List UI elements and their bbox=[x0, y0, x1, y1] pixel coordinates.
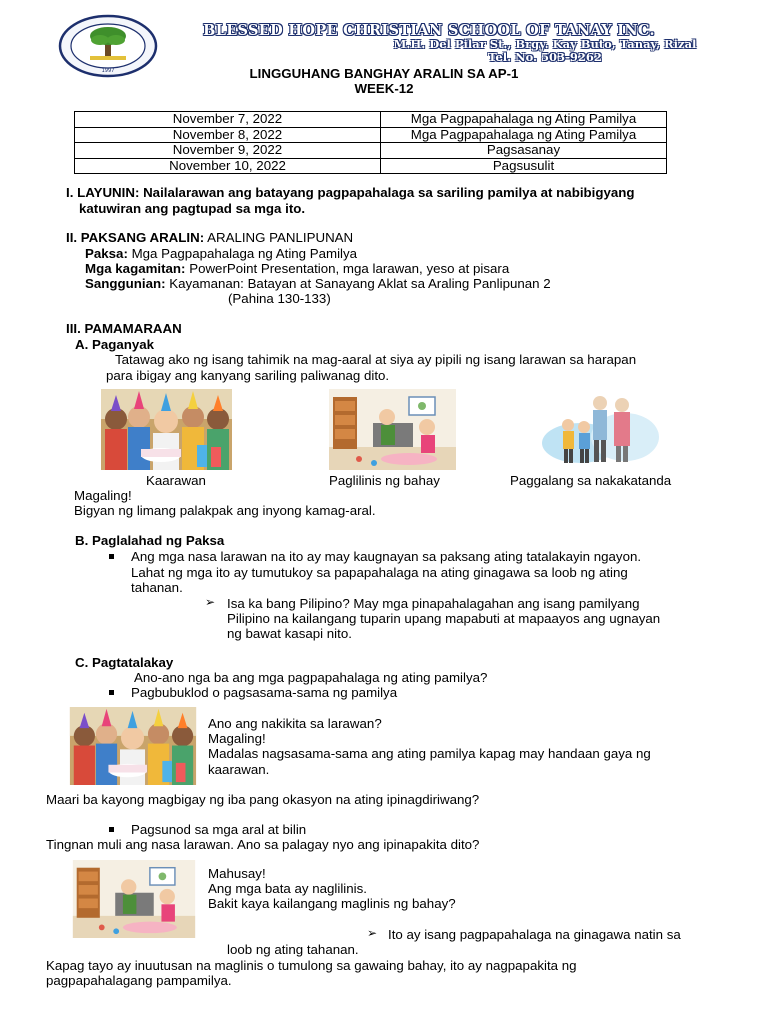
pagtatalakay-question: Ano-ano nga ba ang mga pagpapahalaga ng ating pamilya? bbox=[134, 670, 488, 685]
paksa-line: Paksa: Mga Pagpapahalaga ng Ating Pamilya bbox=[85, 246, 358, 261]
tingnan-question: Tingnan muli ang nasa larawan. Ano sa palagay nyo ang ipinapakita dito? bbox=[46, 837, 480, 852]
school-name: BLESSED HOPE CHRISTIAN SCHOOL OF TANAY INC. bbox=[203, 22, 655, 39]
school-address: M.H. Del Pilar St., Brgy. Kay Buto, Tanay, Rizal bbox=[393, 37, 697, 51]
pagtatalakay-last-2: pagpapahalagang pampamilya. bbox=[46, 973, 232, 988]
house-cleaning-image bbox=[72, 860, 196, 938]
paganyak-text-1: Tatawag ako ng isang tahimik na mag-aaral at siya ay pipili ng isang larawan sa harapan bbox=[115, 352, 637, 367]
paganyak-heading: A. Paganyak bbox=[75, 337, 155, 352]
paganyak-text-2: para ibigay ang kanyang sariling paliwanag dito. bbox=[106, 368, 390, 383]
bullet-square bbox=[109, 827, 114, 832]
table-row bbox=[75, 127, 667, 143]
schedule-date: November 7, 2022 bbox=[75, 112, 381, 128]
paglalahad-arrow-2: Pilipino na kailangang tuparin upang mapabuti at mapaayos ang ugnayan bbox=[227, 611, 661, 626]
document-week: WEEK-12 bbox=[354, 81, 414, 96]
paglalahad-text-3: tahanan. bbox=[131, 580, 183, 595]
pahina-line: (Pahina 130-133) bbox=[228, 291, 331, 306]
schedule-date: November 9, 2022 bbox=[75, 143, 381, 159]
layunin-line-1: I. LAYUNIN: Nailalarawan ang batayang pagpapahalaga sa sariling pamilya at nabibigyang bbox=[66, 185, 635, 200]
kagamitan-line: Mga kagamitan: PowerPoint Presentation, mga larawan, yeso at pisara bbox=[85, 261, 510, 276]
arrow-bullet-icon: ➢ bbox=[205, 595, 216, 609]
schedule-topic: Mga Pagpapahalaga ng Ating Pamilya bbox=[381, 127, 667, 143]
schedule-topic: Mga Pagpapahalaga ng Ating Pamilya bbox=[381, 112, 667, 128]
paglalahad-arrow-1: Isa ka bang Pilipino? May mga pinapahalagahan ang isang pamilyang bbox=[227, 596, 640, 611]
paglalahad-text-2: Lahat ng mga ito ay tumutukoy sa papapahalaga na ating ginagawa sa loob ng ating bbox=[131, 565, 628, 580]
table-row bbox=[75, 112, 667, 128]
sanggunian-line: Sanggunian: Kayamanan: Batayan at Sanayang Aklat sa Araling Panlipunan 2 bbox=[85, 276, 551, 291]
schedule-topic: Pagsusulit bbox=[381, 158, 667, 174]
pagtatalakay-side-7: Bakit kaya kailangang maglinis ng bahay? bbox=[208, 896, 456, 911]
table-row bbox=[75, 143, 667, 159]
document-title: LINGGUHANG BANGHAY ARALIN SA AP-1 bbox=[249, 66, 519, 81]
birthday-party-image bbox=[101, 389, 232, 470]
schedule-topic: Pagsasanay bbox=[381, 143, 667, 159]
pagtatalakay-bullet-1: Pagbubuklod o pagsasama-sama ng pamilya bbox=[131, 685, 398, 700]
pagtatalakay-side-5: Mahusay! bbox=[208, 866, 266, 881]
okasyon-question: Maari ba kayong magbigay ng iba pang okasyon na ating ipinagdiriwang? bbox=[46, 792, 480, 807]
pagtatalakay-bullet-2: Pagsunod sa mga aral at bilin bbox=[131, 822, 307, 837]
pagtatalakay-last-1: Kapag tayo ay inuutusan na maglinis o tumulong sa gawaing bahay, ito ay nagpapakita ng bbox=[46, 958, 577, 973]
pagtatalakay-side-6: Ang mga bata ay naglilinis. bbox=[208, 881, 367, 896]
respect-elders-image bbox=[540, 391, 660, 467]
paglalahad-heading: B. Paglalahad ng Paksa bbox=[75, 533, 225, 548]
layunin-line-2: katuwiran ang pagtupad sa mga ito. bbox=[79, 201, 306, 216]
paksang-aralin-heading: II. PAKSANG ARALIN: ARALING PANLIPUNAN bbox=[66, 230, 354, 245]
caption-paggalang: Paggalang sa nakakatanda bbox=[510, 473, 672, 488]
paglalahad-arrow-3: ng bawat kasapi nito. bbox=[227, 626, 352, 641]
svg-text:1997: 1997 bbox=[101, 68, 115, 74]
pagtatalakay-side-4: kaarawan. bbox=[208, 762, 270, 777]
pamamaraan-heading: III. PAMAMARAAN bbox=[66, 321, 182, 336]
pagtatalakay-side-2: Magaling! bbox=[208, 731, 266, 746]
pagtatalakay-heading: C. Pagtatalakay bbox=[75, 655, 174, 670]
pagtatalakay-arrow-1: Ito ay isang pagpapahalaga na ginagawa natin sa bbox=[388, 927, 681, 942]
palakpak-text: Bigyan ng limang palakpak ang inyong kamag-aral. bbox=[74, 503, 376, 518]
schedule-date: November 10, 2022 bbox=[75, 158, 381, 174]
pagtatalakay-arrow-2: loob ng ating tahanan. bbox=[227, 942, 359, 957]
pagtatalakay-side-3: Madalas nagsasama-sama ang ating pamilya kapag may handaan gaya ng bbox=[208, 746, 651, 761]
schedule-date: November 8, 2022 bbox=[75, 127, 381, 143]
magaling-text: Magaling! bbox=[74, 488, 132, 503]
caption-kaarawan: Kaarawan bbox=[146, 473, 206, 488]
bullet-square bbox=[109, 554, 114, 559]
paglalahad-text-1: Ang mga nasa larawan na ito ay may kaugnayan sa paksang ating tatalakayin ngayon. bbox=[131, 549, 642, 564]
bullet-square bbox=[109, 690, 114, 695]
pagtatalakay-side-1: Ano ang nakikita sa larawan? bbox=[208, 716, 382, 731]
school-telephone: Tel. No. 503-9262 bbox=[488, 50, 602, 64]
house-cleaning-image bbox=[329, 389, 456, 470]
birthday-party-image bbox=[69, 707, 197, 785]
arrow-bullet-icon: ➢ bbox=[367, 926, 378, 940]
schedule-table bbox=[74, 111, 667, 174]
table-row bbox=[75, 158, 667, 174]
caption-paglilinis: Paglilinis ng bahay bbox=[329, 473, 440, 488]
